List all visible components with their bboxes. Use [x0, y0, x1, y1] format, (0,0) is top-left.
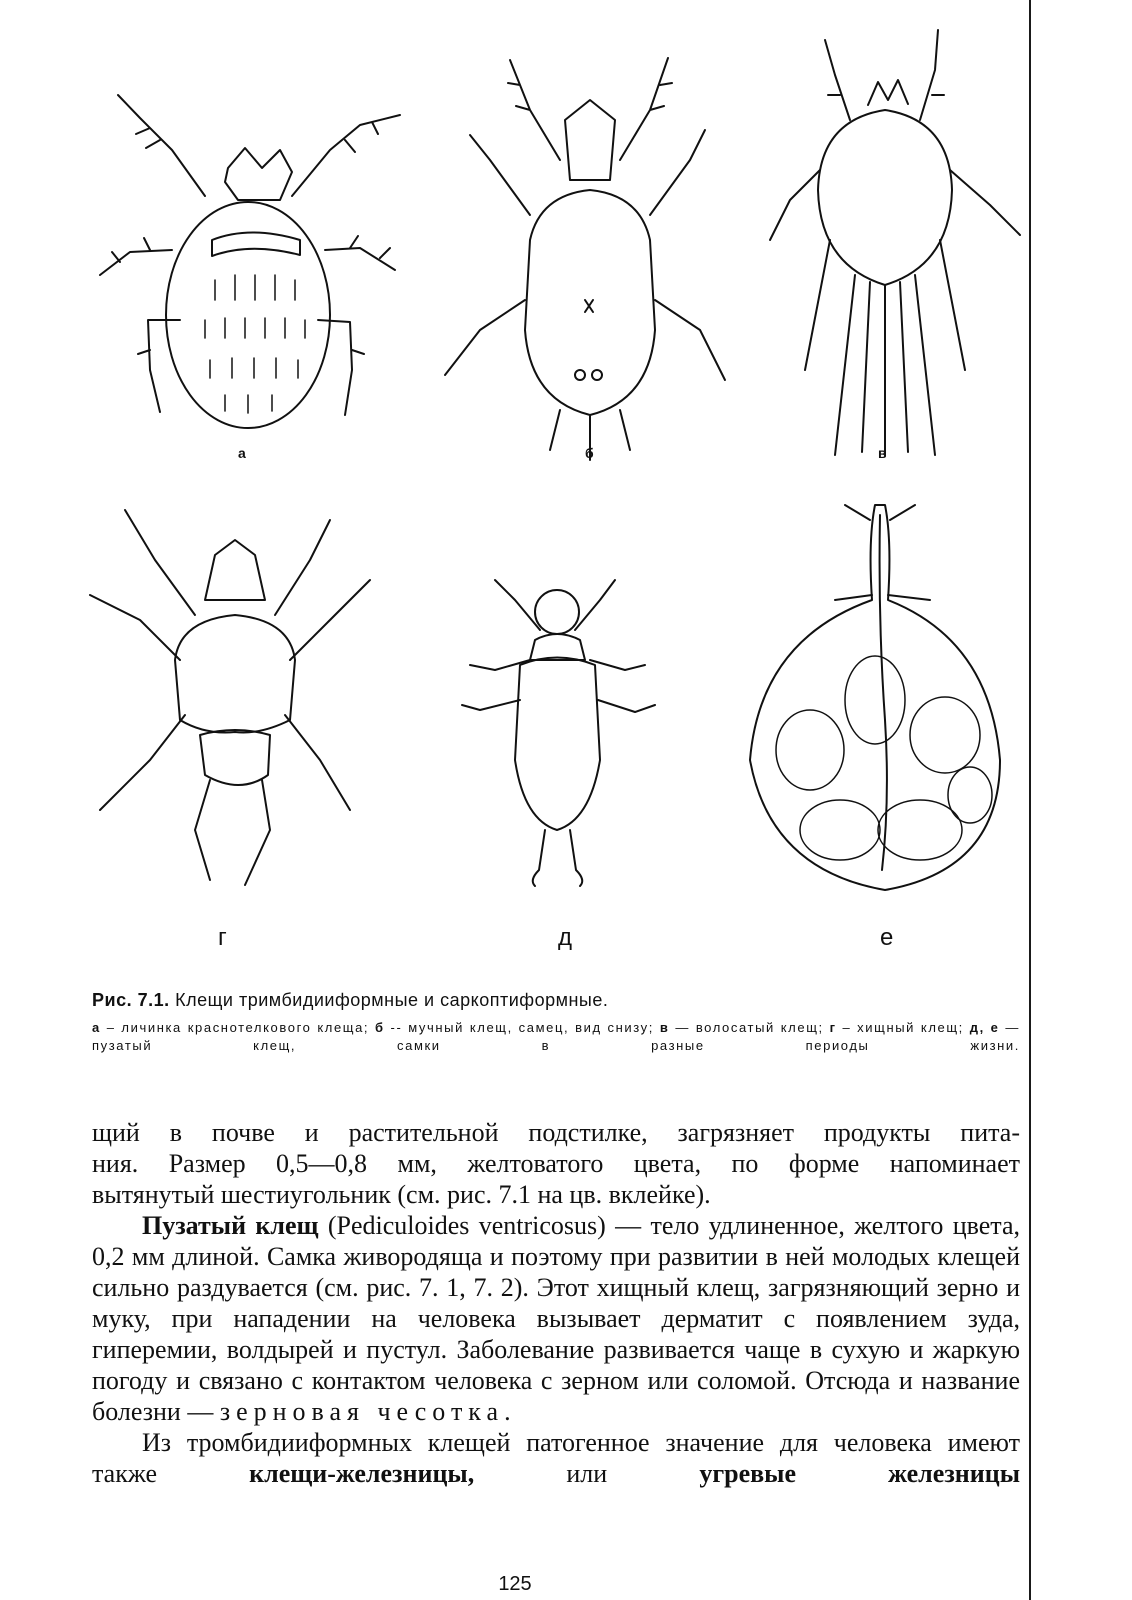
- figure-caption: [92, 990, 1020, 1055]
- body-line-1: щий в почве и растительной подстилке, загрязняет продукты пита-: [92, 1118, 1020, 1147]
- paragraph-3-text: Из тромбидииформных клещей патогенное значение для человека имеют также: [92, 1428, 1020, 1488]
- panel-label-a: а: [238, 445, 246, 461]
- panel-label-e: е: [880, 924, 894, 951]
- body-line-3: вытянутый шестиугольник (см. рис. 7.1 на цв. вклейке).: [92, 1180, 711, 1209]
- caption-title-text: Клещи тримбидииформные и саркоптиформные.: [175, 990, 609, 1010]
- legend-text-b: -- мучный клещ, самец, вид снизу;: [390, 1020, 654, 1035]
- panel-label-v: в: [878, 445, 887, 461]
- panel-label-b: б: [585, 445, 594, 461]
- legend-text-de: — пузатый клещ, самки в разные периоды жизни.: [92, 1020, 1020, 1053]
- term-grain-itch: зерновая чесотка.: [219, 1397, 517, 1426]
- legend-key-g: г: [829, 1020, 837, 1035]
- legend-key-v: в: [659, 1020, 670, 1035]
- term-demodex: угревые железницы: [699, 1459, 1021, 1488]
- mite-v-drawing: [770, 30, 1020, 455]
- caption-legend: [92, 1019, 1020, 1055]
- term-follicle-mites: клещи-железницы,: [249, 1459, 475, 1488]
- caption-title: [92, 990, 1020, 1011]
- mite-d-drawing: [462, 580, 655, 886]
- mite-e-drawing: [750, 505, 1000, 890]
- panel-label-d: д: [558, 924, 573, 951]
- legend-key-de: д, е: [969, 1020, 1000, 1035]
- legend-text-v: — волосатый клещ;: [675, 1020, 824, 1035]
- body-text: [92, 1117, 1020, 1489]
- mite-a-drawing: [100, 95, 400, 428]
- mite-b-drawing: [445, 58, 725, 460]
- panel-label-g: г: [218, 924, 227, 951]
- paragraph-trombidiform: [92, 1427, 1020, 1489]
- page-number: 125: [498, 1573, 532, 1595]
- paragraph-3-mid: или: [566, 1459, 608, 1488]
- legend-key-b: б: [375, 1020, 385, 1035]
- body-line-2: ния. Размер 0,5—0,8 мм, желтоватого цвета, по форме напоминает: [92, 1149, 1020, 1178]
- legend-key-a: а: [92, 1020, 101, 1035]
- paragraph-2-text: (Pediculoides ventricosus) — тело удлиненное, желтого цвета, 0,2 мм длиной. Самка живородяща и поэтому при развитии в ней молодых клещей сильно раздувается (см. рис. 7. 1, 7. 2). Этот хищный клещ, загрязняющий зерно и муку, при нападении на человека вызывает дерматит с появлением зуда, гиперемии, волдырей и пустул. Заболевание развивается чаще в сухую и жаркую погоду и связано с контактом человека с зерном или соломой. Отсюда и название болезни —: [92, 1211, 1021, 1426]
- caption-number: Рис. 7.1.: [92, 990, 170, 1010]
- term-pot-bellied-mite: Пузатый клещ: [142, 1211, 319, 1240]
- legend-text-g: – хищный клещ;: [842, 1020, 964, 1035]
- legend-text-a: – личинка краснотелкового клеща;: [106, 1020, 370, 1035]
- paragraph-pot-bellied-mite: [92, 1210, 1020, 1427]
- mite-g-drawing: [90, 510, 370, 885]
